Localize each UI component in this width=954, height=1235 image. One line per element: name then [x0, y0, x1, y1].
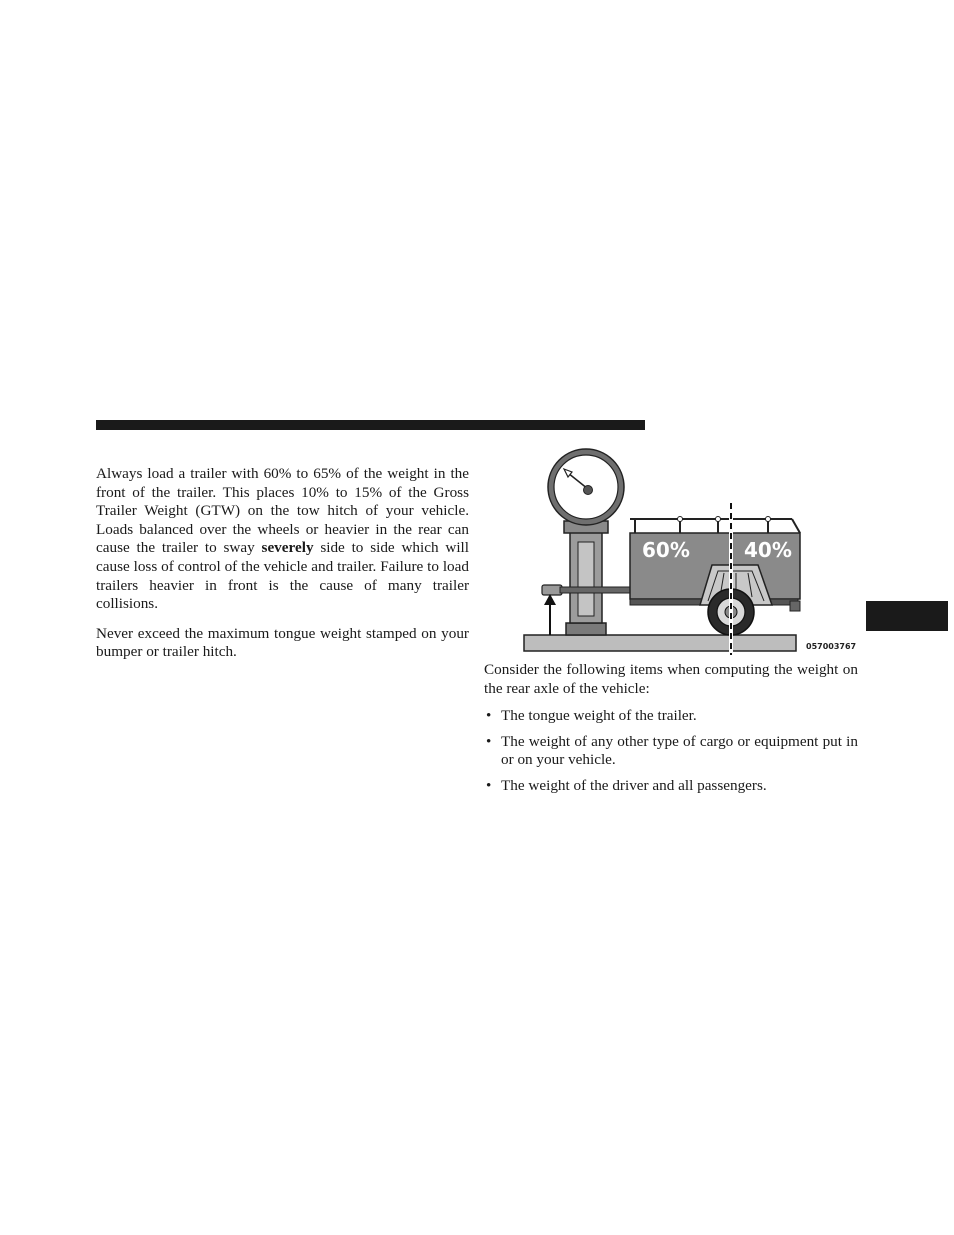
bullet-icon: • [486, 776, 492, 794]
rear-axle-intro: Consider the following items when computing the weight on the rear axle of the vehicle: [484, 661, 858, 697]
list-item: • The tongue weight of the trailer. [486, 707, 697, 725]
hitch-coupler [542, 585, 562, 595]
figure-code: 057003767 [806, 642, 857, 651]
trailer-tongue [560, 587, 630, 593]
bullet-icon: • [486, 732, 492, 750]
right-column [484, 661, 858, 803]
list-item: • The weight of any other type of cargo or equipment put in or on your vehicle. [486, 732, 858, 769]
chapter-tab [866, 601, 948, 631]
tongue-weight-paragraph: Never exceed the maximum tongue weight stamped on your bumper or trailer hitch. [96, 624, 469, 661]
scale-base [566, 623, 606, 635]
emphasis-severely: severely [261, 539, 314, 557]
ground [524, 635, 796, 651]
rear-weight-label: 40% [744, 538, 792, 562]
front-weight-label: 60% [642, 538, 690, 562]
trailer-loading-paragraph: Always load a trailer with 60% to 65% of the weight in the front of the trailer. This places 10% to 15% of the Gross Trailer Weight (GTW) on the tow hitch of your vehicle. Loads balanced over the wheels or heavier in the rear can cause the trailer to sway severely side to side which will cause loss of control of the vehicle and trailer. Failure to load trailers heavier in front is the cause of many trailer collisions. [96, 465, 469, 613]
rear-axle-items-list [484, 707, 858, 795]
list-item: • The weight of the driver and all passengers. [486, 776, 767, 794]
left-column [96, 465, 469, 662]
section-header-rule [96, 420, 645, 430]
bullet-icon: • [486, 707, 492, 725]
trailer-weight-illustration [520, 447, 858, 657]
